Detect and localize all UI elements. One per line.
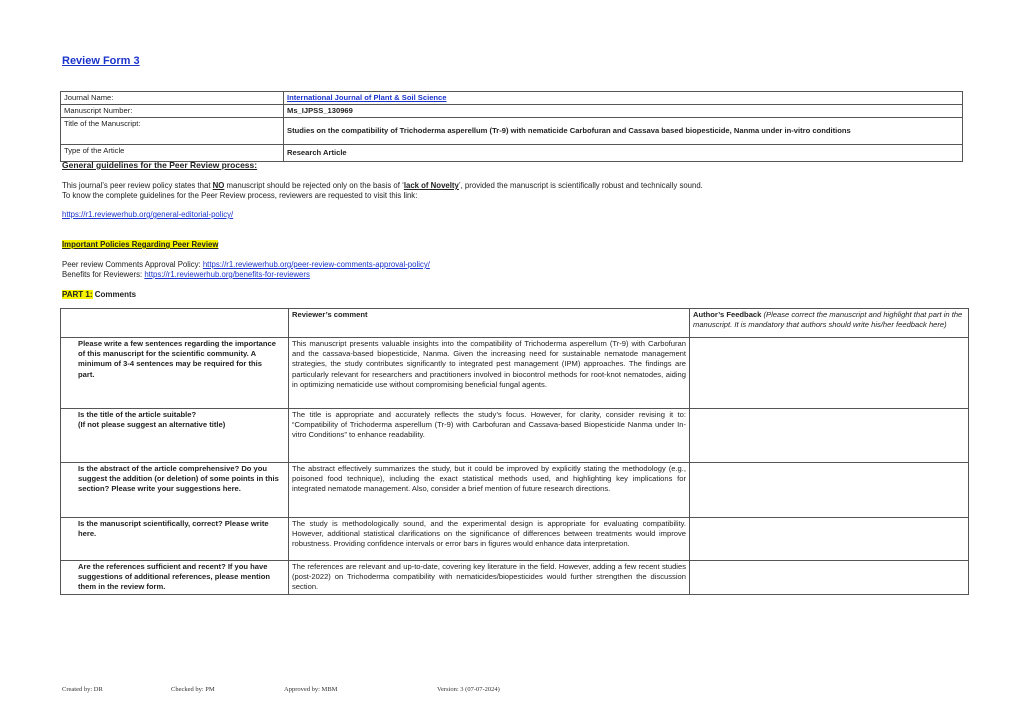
manuscript-number: Ms_IJPSS_130969	[284, 105, 963, 118]
author-feedback-cell[interactable]	[690, 409, 969, 463]
approval-policy-link[interactable]: https://r1.reviewerhub.org/peer-review-comments-approval-policy/	[202, 260, 430, 269]
journal-label: Journal Name:	[61, 92, 284, 105]
part1-title: Comments	[92, 290, 137, 299]
article-type: Research Article	[284, 145, 963, 162]
table-row	[61, 338, 969, 409]
text: ’, provided the manuscript is scientifically robust and technically sound.	[458, 181, 703, 190]
journal-link[interactable]: International Journal of Plant & Soil Science	[287, 93, 447, 102]
reviewer-comment: The study is methodologically sound, and the experimental design is appropriate for evaluating compatibility. However, additional statistical clarifications on the significance of differences between treatments would improve robustness. Providing confidence intervals or error bars in figures would enhance data interpretation.	[289, 518, 690, 561]
part1-heading	[62, 290, 136, 299]
reviewer-comment: This manuscript presents valuable insights into the compatibility of Trichoderma asperellum (Tr-9) with Carbofuran and the cassava-based biopesticide, Nanma. Given the increasing need for sustainable nematode management strategies, the study contributes significantly to integrated pest management (IPM) approaches. The findings are particularly relevant for researchers and practitioners involved in biocontrol methods for root-knot nematodes, aiding in optimizing nematicide use without compromising beneficial fungal agents.	[289, 338, 690, 409]
table-row	[61, 463, 969, 518]
guidelines-instruction: To know the complete guidelines for the Peer Review process, reviewers are requested to visit this link:	[62, 191, 418, 200]
benefits-line	[62, 270, 310, 279]
benefits-label: Benefits for Reviewers:	[62, 270, 145, 279]
question: Please write a few sentences regarding the importance of this manuscript for the scientific community. A minimum of 3-4 sentences may be required for this part.	[61, 338, 289, 409]
author-feedback-cell[interactable]	[690, 338, 969, 409]
text: This journal’s peer review policy states that	[62, 181, 213, 190]
header-blank	[61, 309, 289, 338]
author-feedback-cell[interactable]	[690, 561, 969, 595]
policies-heading: Important Policies Regarding Peer Review	[62, 240, 219, 249]
table-row	[61, 561, 969, 595]
question: Is the title of the article suitable? (If not please suggest an alternative title)	[61, 409, 289, 463]
manuscript-title: Studies on the compatibility of Trichoderma asperellum (Tr-9) with nematicide Carbofuran and Cassava based biopesticide, Nanma under in-vitro conditions	[284, 118, 963, 145]
question: Is the manuscript scientifically, correct? Please write here.	[61, 518, 289, 561]
header-author-feedback	[690, 309, 969, 338]
footer-version: Version: 3 (07-07-2024)	[437, 686, 500, 693]
table-row	[61, 518, 969, 561]
author-feedback-label: Author’s Feedback	[693, 310, 762, 319]
manuscript-info-table	[60, 91, 963, 162]
comments-table	[60, 308, 969, 595]
benefits-link[interactable]: https://r1.reviewerhub.org/benefits-for-reviewers	[144, 270, 310, 279]
question: Is the abstract of the article comprehensive? Do you suggest the addition (or deletion) of some points in this section? Please write your suggestions here.	[61, 463, 289, 518]
approval-label: Peer review Comments Approval Policy:	[62, 260, 203, 269]
guidelines-heading: General guidelines for the Peer Review process:	[62, 160, 258, 170]
footer-approved: Approved by: MBM	[284, 686, 338, 693]
guidelines-paragraph	[62, 181, 703, 190]
reviewer-comment: The title is appropriate and accurately reflects the study’s focus. However, for clarity, consider revising it to: “Compatibility of Trichoderma asperellum (Tr-9) with Carbofuran and Cassava-based Biopesticide Nanma under In-vitro Conditions” to enhance readability.	[289, 409, 690, 463]
form-title: Review Form 3	[62, 55, 140, 67]
table-row	[61, 409, 969, 463]
approval-policy-line	[62, 260, 430, 269]
header-reviewer-comment: Reviewer’s comment	[289, 309, 690, 338]
no-emphasis: NO	[212, 181, 225, 190]
novelty-emphasis: lack of Novelty	[403, 181, 459, 190]
author-feedback-cell[interactable]	[690, 518, 969, 561]
reviewer-comment: The references are relevant and up-to-date, covering key literature in the field. However, adding a few recent studies (post-2022) on Trichoderma compatibility with nematicides/biopesticides would further strengthen the discussion section.	[289, 561, 690, 595]
footer-created: Created by: DR	[62, 686, 103, 693]
editorial-policy-link[interactable]: https://r1.reviewerhub.org/general-editorial-policy/	[62, 210, 234, 219]
author-feedback-note: (Please correct the manuscript and highlight that part in the manuscript. It is mandatory that authors should write his/her feedback here)	[693, 310, 963, 330]
part1-label: PART 1:	[62, 290, 93, 299]
author-feedback-cell[interactable]	[690, 463, 969, 518]
manuscript-title-label: Title of the Manuscript:	[61, 118, 284, 145]
journal-name-link[interactable]	[284, 92, 963, 105]
reviewer-comment: The abstract effectively summarizes the study, but it could be improved by explicitly stating the methodology (e.g., poisoned food technique), including the exact statistical methods used, and highlighting key implications for integrated nematode management. Also, consider a brief mention of future research directions.	[289, 463, 690, 518]
manuscript-number-label: Manuscript Number:	[61, 105, 284, 118]
question: Are the references sufficient and recent? If you have suggestions of additional references, please mention them in the review form.	[61, 561, 289, 595]
footer-checked: Checked by: PM	[171, 686, 215, 693]
article-type-label: Type of the Article	[61, 145, 284, 162]
text: manuscript should be rejected only on the basis of ‘	[224, 181, 404, 190]
